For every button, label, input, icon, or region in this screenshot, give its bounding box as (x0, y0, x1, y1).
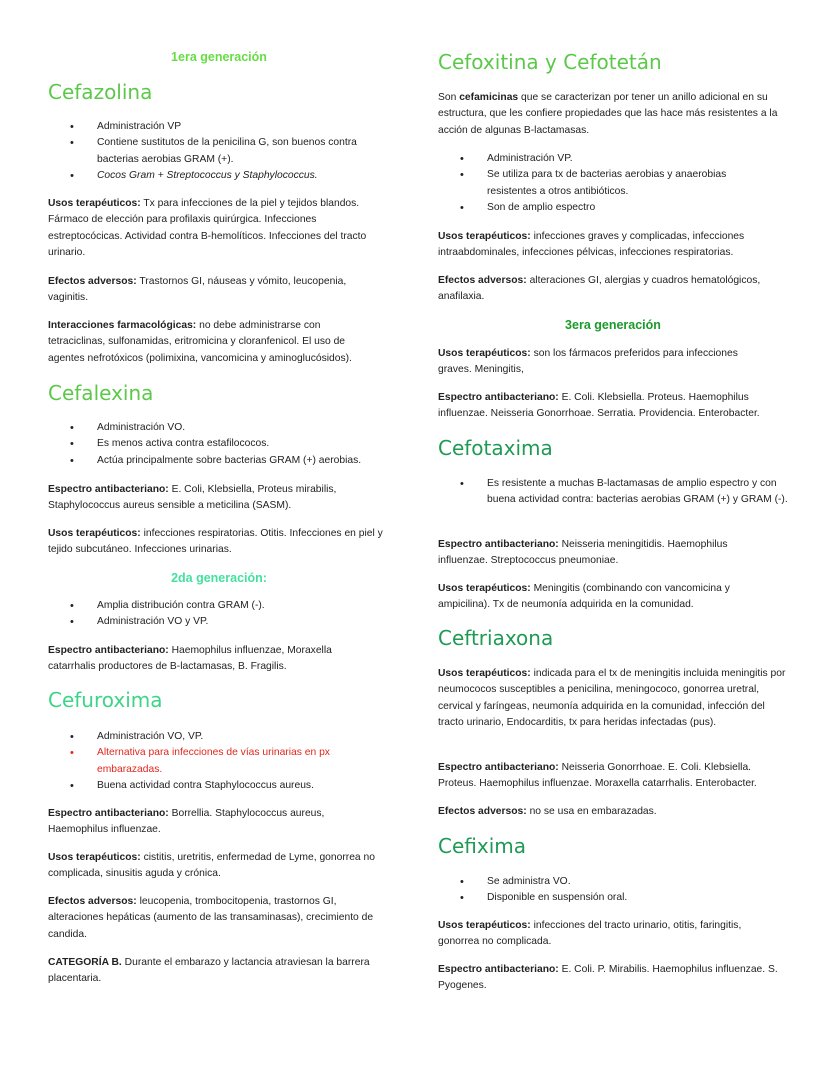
efectos-label: Efectos adversos: (48, 276, 137, 287)
usos-text: infecciones respiratorias. Otitis. Infecciones en piel y tejido subcutáneo. Infecciones urinarias. (48, 528, 383, 556)
gen2-espectro (48, 643, 378, 676)
efectos-label: Efectos adversos: (48, 896, 137, 907)
cefazolina-usos (48, 196, 390, 262)
list-item: • Son de amplio espectro (438, 200, 788, 216)
efectos-text: Trastornos GI, náuseas y vómito, leucopenia, vaginitis. (48, 276, 347, 304)
efectos-text: leucopenia, trombocitopenia, trastornos GI, alteraciones hepáticas (aumento de las transaminasas), crecimiento de candida. (48, 896, 374, 940)
gen1-heading: 1era generación (171, 50, 267, 64)
cefalexina-espectro (48, 482, 378, 515)
espectro-text: Borrellia. Staphylococcus aureus, Haemophilus influenzae. (48, 808, 325, 836)
usos-label: Usos terapéuticos: (438, 920, 531, 931)
cefuroxima-efectos (48, 894, 390, 943)
gen2-heading: 2da generación: (171, 571, 267, 585)
cefixima-usos (438, 918, 778, 951)
cefoxitina-bullets (438, 151, 788, 217)
espectro-text: E. Coli. P. Mirabilis. Haemophilus influenzae. S. Pyogenes. (438, 964, 778, 992)
usos-label: Usos terapéuticos: (438, 583, 531, 594)
usos-text: cistitis, uretritis, enfermedad de Lyme, gonorrea no complicada, sinusitis aguda y crónica. (48, 852, 375, 880)
list-item: • Es resistente a muchas B-lactamasas de amplio espectro y con buena actividad contra: bacterias aerobias GRAM (+) y GRAM (-). (438, 476, 788, 509)
cefotaxima-bullets (438, 476, 788, 509)
espectro-label: Espectro antibacteriano: (438, 539, 559, 550)
list-item: • Administración VO, VP. (48, 729, 390, 745)
list-item: • Cocos Gram + Streptococcus y Staphylococcus. (48, 168, 390, 184)
list-item: • Se administra VO. (438, 874, 788, 890)
ceftriaxona-title: Ceftriaxona (438, 626, 554, 650)
espectro-text: Neisseria Gonorrhoae. E. Coli. Klebsiella. Proteus. Haemophilus influenzae. Moraxella catarrhalis. Enterobacter. (438, 762, 757, 790)
intro-bold: cefamicinas (459, 92, 519, 103)
espectro-label: Espectro antibacteriano: (48, 484, 169, 495)
cefuroxima-title: Cefuroxima (48, 688, 163, 712)
cefotaxima-espectro (438, 537, 758, 570)
list-item: • Buena actividad contra Staphylococcus aureus. (48, 778, 390, 794)
usos-text: Meningitis (combinando con vancomicina y ampicilina). Tx de neumonía adquirida en la comunidad. (438, 583, 730, 611)
usos-label: Usos terapéuticos: (438, 348, 531, 359)
espectro-label: Espectro antibacteriano: (438, 964, 559, 975)
gen2-bullets (48, 598, 390, 631)
usos-label: Usos terapéuticos: (438, 668, 531, 679)
list-item: • Administración VP (48, 119, 390, 135)
cefixima-espectro (438, 962, 783, 995)
list-item: • Administración VP. (438, 151, 788, 167)
list-item: • Se utiliza para tx de bacterias aerobias y anaerobias resistentes a otros antibióticos. (438, 167, 788, 200)
list-item: • Contiene sustitutos de la penicilina G, son buenos contra bacterias aerobias GRAM (+). (48, 135, 390, 168)
intro-post: que se caracterizan por tener un anillo adicional en su estructura, que les confiere propiedades que las hace más resistentes a la acción de algunas B-lactamasas. (438, 92, 778, 136)
cefazolina-bullets (48, 119, 390, 185)
usos-label: Usos terapéuticos: (48, 852, 141, 863)
usos-label: Usos terapéuticos: (438, 231, 531, 242)
espectro-text: E. Coli, Klebsiella, Proteus mirabilis, Staphylococcus aureus sensible a meticilina (SASM). (48, 484, 337, 512)
cefazolina-interacciones (48, 318, 378, 367)
ceftriaxona-espectro (438, 760, 778, 793)
usos-label: Usos terapéuticos: (48, 198, 141, 209)
cefoxitina-intro (438, 90, 788, 139)
cefazolina-efectos (48, 274, 368, 307)
cefazolina-title: Cefazolina (48, 80, 153, 104)
interacciones-label: Interacciones farmacológicas: (48, 320, 197, 331)
efectos-label: Efectos adversos: (438, 275, 527, 286)
cefuroxima-categoria (48, 955, 383, 988)
cefixima-bullets (438, 874, 788, 907)
cefalexina-usos (48, 526, 390, 559)
cefuroxima-espectro (48, 806, 368, 839)
list-item: • Administración VO y VP. (48, 614, 390, 630)
espectro-text: Haemophilus influenzae, Moraxella catarrhalis productores de B-lactamasas, B. Fragilis. (48, 645, 332, 673)
cefoxitina-efectos (438, 273, 778, 306)
list-item: • Amplia distribución contra GRAM (-). (48, 598, 390, 614)
gen3-heading: 3era generación (565, 318, 661, 332)
usos-text: infecciones del tracto urinario, otitis, faringitis, gonorrea no complicada. (438, 920, 742, 948)
cefoxitina-usos (438, 229, 778, 262)
cefuroxima-usos (48, 850, 390, 883)
espectro-label: Espectro antibacteriano: (48, 645, 169, 656)
cefalexina-title: Cefalexina (48, 381, 154, 405)
list-item: • Alternativa para infecciones de vías urinarias en px embarazadas. (48, 745, 390, 778)
ceftriaxona-efectos (438, 804, 778, 820)
list-item: • Disponible en suspensión oral. (438, 890, 788, 906)
list-item: • Administración VO. (48, 420, 390, 436)
cefotaxima-title: Cefotaxima (438, 436, 553, 460)
espectro-label: Espectro antibacteriano: (48, 808, 169, 819)
espectro-text: Neisseria meningitidis. Haemophilus influenzae. Streptococcus pneumoniae. (438, 539, 728, 567)
usos-text: Tx para infecciones de la piel y tejidos blandos. Fármaco de elección para profilaxis quirúrgica. Infecciones estreptocócicas. Actividad contra B-hemolíticos. Infecciones del tracto urinario. (48, 198, 367, 259)
cefixima-title: Cefixima (438, 834, 526, 858)
gen3-espectro (438, 390, 783, 423)
cefalexina-bullets (48, 420, 390, 469)
usos-text: infecciones graves y complicadas, infecciones intraabdominales, infecciones pélvicas, infecciones respiratorias. (438, 231, 745, 259)
list-item: • Es menos activa contra estafilococos. (48, 436, 390, 452)
cefuroxima-bullets (48, 729, 390, 795)
usos-text: indicada para el tx de meningitis incluida meningitis por neumococos susceptibles a penicilina, meningococo, gonorrea uretral, cervical y faríngeas, neumonía adquirida en la comunidad, infección del tracto urinario, Endocarditis, tx para heridas infectadas (pus). (438, 668, 786, 729)
gen3-usos (438, 346, 768, 379)
efectos-text: no se usa en embarazadas. (526, 806, 657, 817)
list-item: • Actúa principalmente sobre bacterias GRAM (+) aerobias. (48, 453, 390, 469)
intro-pre: Son (438, 92, 460, 103)
espectro-text: E. Coli. Klebsiella. Proteus. Haemophilus influenzae. Neisseria Gonorrhoae. Serratia. Providencia. Enterobacter. (438, 392, 760, 420)
efectos-label: Efectos adversos: (438, 806, 527, 817)
cefotaxima-usos (438, 581, 768, 614)
espectro-label: Espectro antibacteriano: (438, 762, 559, 773)
ceftriaxona-usos (438, 666, 788, 732)
interacciones-text: no debe administrarse con tetraciclinas, sulfonamidas, eritromicina y cloranfenicol. El uso de agentes nefrotóxicos (polimixina, vancomicina y aminoglucósidos). (48, 320, 352, 364)
usos-text: son los fármacos preferidos para infecciones graves. Meningitis, (438, 348, 738, 376)
espectro-label: Espectro antibacteriano: (438, 392, 559, 403)
categoria-text: Durante el embarazo y lactancia atraviesan la barrera placentaria. (48, 957, 370, 985)
efectos-text: alteraciones GI, alergias y cuadros hematológicos, anafilaxia. (438, 275, 761, 303)
categoria-label: CATEGORÍA B. (48, 957, 122, 968)
cefoxitina-title: Cefoxitina y Cefotetán (438, 50, 662, 74)
usos-label: Usos terapéuticos: (48, 528, 141, 539)
